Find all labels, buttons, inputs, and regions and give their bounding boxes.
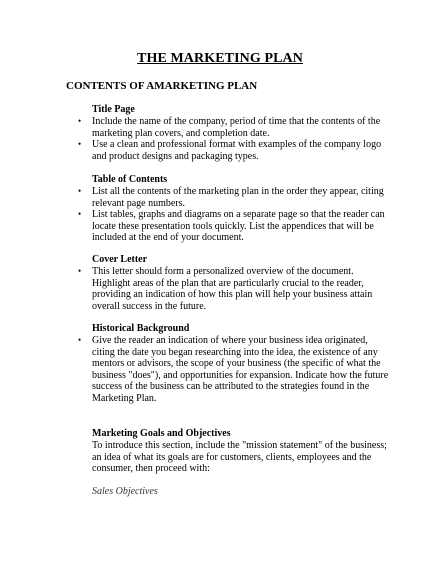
- list-item: [78, 266, 392, 312]
- section-heading: Marketing Goals and Objectives: [92, 428, 231, 439]
- sales-objectives-label: Sales Objectives: [92, 486, 158, 497]
- list-item-text: Include the name of the company, period of time that the contents of the marketing plan covers, and completion date.: [92, 116, 381, 139]
- bullet-icon: •: [78, 266, 82, 276]
- list-item-text: This letter should form a personalized overview of the document. Highlight areas of the plan that are particularly crucial to the reader, providing an indication of how this plan will help your business attain overall success in the future.: [92, 266, 373, 312]
- bullet-list: [78, 186, 392, 244]
- section-table-of-contents: [78, 174, 392, 244]
- section-heading: Historical Background: [92, 323, 190, 334]
- section-paragraph: To introduce this section, include the "mission statement" of the business; an idea of what its goals are for customers, clients, employees and the consumer, then proceed with:: [92, 440, 387, 475]
- list-item: [78, 116, 392, 139]
- section-historical-background: [78, 323, 392, 405]
- section-heading: Table of Contents: [92, 174, 168, 185]
- bullet-icon: •: [78, 116, 82, 126]
- section-heading: Cover Letter: [92, 254, 148, 265]
- bullet-icon: •: [78, 186, 82, 196]
- bullet-list: [78, 116, 392, 162]
- list-item: [78, 209, 392, 244]
- bullet-list: [78, 266, 392, 312]
- bullet-icon: •: [78, 139, 82, 150]
- list-item: [78, 335, 392, 405]
- list-item-text: Give the reader an indication of where your business idea originated, citing the date you began researching into the idea, the existence of any mentors or advisors, the scope of your business (the specific of what the business "does"), and opportunities for expansion. Indicate how the future success of the business can be attributed to the strategies found in the Marketing Plan.: [92, 335, 389, 404]
- section-marketing-goals: [92, 428, 392, 475]
- section-heading: Title Page: [92, 104, 135, 115]
- bullet-icon: •: [78, 335, 82, 345]
- bullet-list: [78, 335, 392, 405]
- list-item: [78, 139, 392, 162]
- list-item: [78, 186, 392, 209]
- document-title: THE MARKETING PLAN: [137, 51, 303, 66]
- bullet-icon: •: [78, 209, 82, 220]
- section-cover-letter: [78, 254, 392, 312]
- list-item-text: List tables, graphs and diagrams on a separate page so that the reader can locate these presentation tools quickly. List the appendices that will be included at the end of your document.: [92, 209, 385, 244]
- list-item-text: List all the contents of the marketing plan in the order they appear, citing relevant page numbers.: [92, 186, 384, 209]
- list-item-text: Use a clean and professional format with examples of the company logo and product designs and packaging types.: [92, 139, 382, 162]
- section-title-page: [78, 104, 392, 162]
- contents-heading: CONTENTS OF AMARKETING PLAN: [66, 80, 258, 92]
